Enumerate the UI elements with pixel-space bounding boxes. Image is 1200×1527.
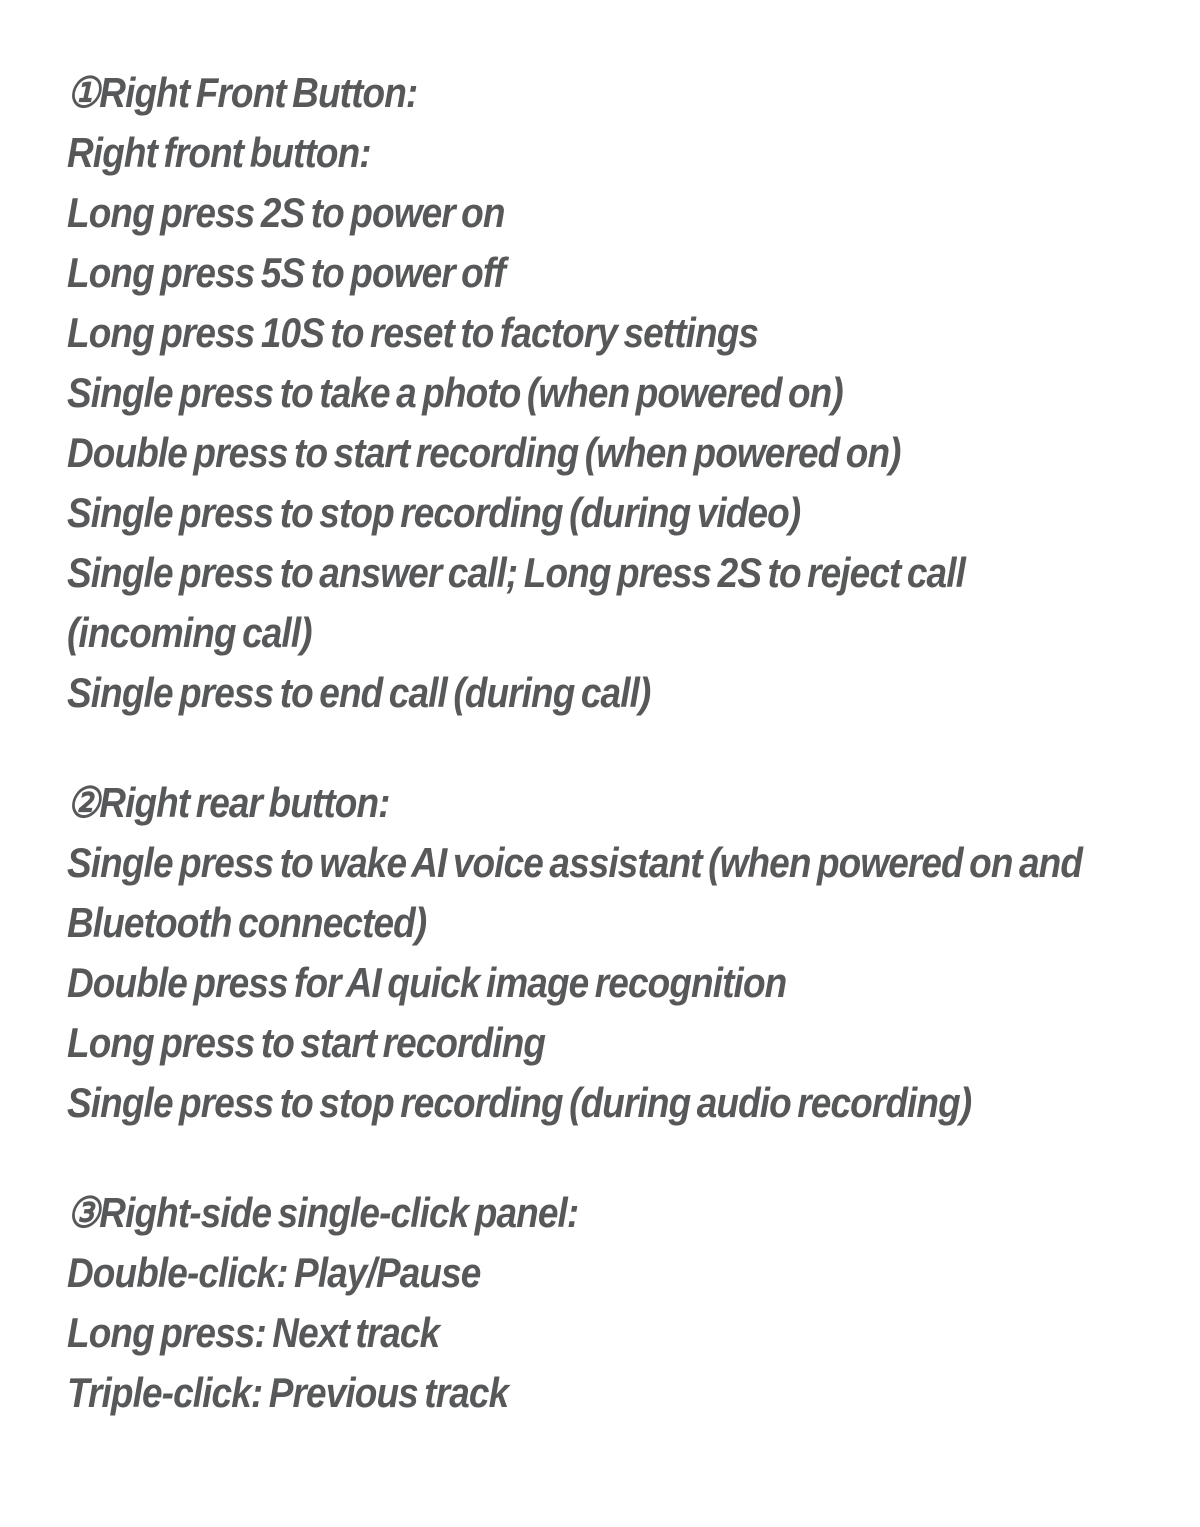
section-lines — [67, 123, 1170, 723]
instruction-line: Triple-click: Previous track — [67, 1369, 509, 1416]
instruction-line: Long press 5S to power off — [67, 249, 506, 296]
instruction-line: Long press: Next track — [67, 1309, 440, 1356]
instruction-line: Single press to wake AI voice assistant (when powered on and — [67, 839, 1083, 886]
instruction-line: Long press 10S to reset to factory settings — [67, 309, 759, 356]
instruction-line: Double press to start recording (when powered on) — [67, 429, 901, 476]
instruction-line: Single press to end call (during call) — [67, 669, 651, 716]
section-right-side-panel — [67, 1183, 1170, 1423]
instruction-line: Bluetooth connected) — [67, 899, 427, 946]
section-right-front-button — [67, 63, 1170, 723]
instruction-line: Single press to stop recording (during video) — [67, 489, 801, 536]
instruction-line: Long press to start recording — [67, 1019, 546, 1066]
section-heading: ①Right Front Button: — [67, 69, 418, 116]
section-heading: ②Right rear button: — [67, 779, 390, 826]
instruction-line: Single press to take a photo (when powered on) — [67, 369, 843, 416]
instruction-line: Single press to answer call; Long press 2S to reject call — [67, 549, 965, 596]
section-right-rear-button — [67, 773, 1170, 1133]
section-lines — [67, 1243, 1170, 1423]
instruction-line: (incoming call) — [67, 609, 312, 656]
instruction-line: Double-click: Play/Pause — [67, 1249, 481, 1296]
section-heading: ③Right-side single-click panel: — [67, 1189, 579, 1236]
section-lines — [67, 833, 1170, 1133]
instruction-line: Right front button: — [67, 129, 371, 176]
instruction-line: Double press for AI quick image recognition — [67, 959, 787, 1006]
instruction-line: Single press to stop recording (during audio recording) — [67, 1079, 972, 1126]
instruction-line: Long press 2S to power on — [67, 189, 505, 236]
